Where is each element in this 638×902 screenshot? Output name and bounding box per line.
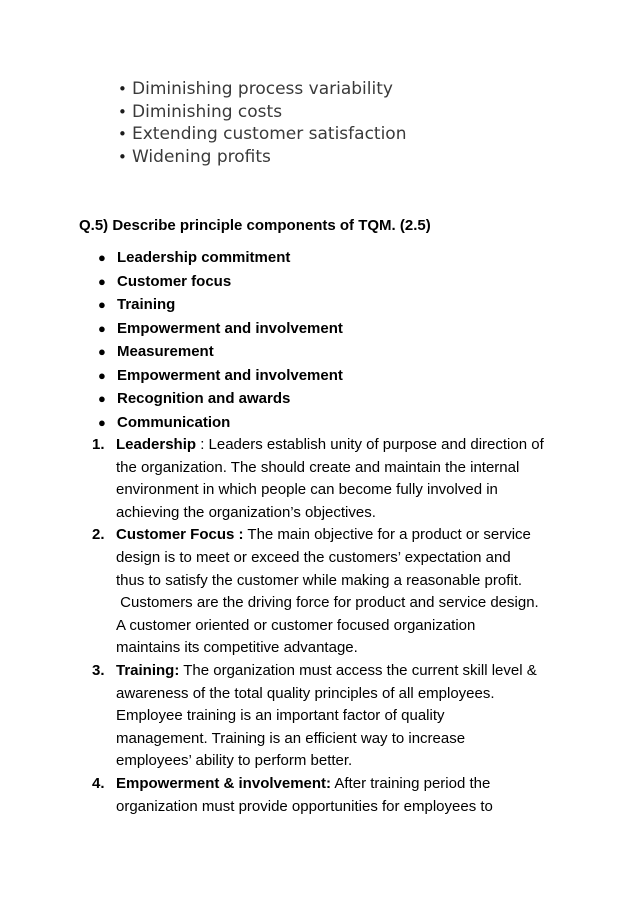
paragraph-line: management. Training is an efficient way to increase (116, 729, 466, 747)
item-number: 2. (92, 526, 105, 544)
detail-item-customer-focus (92, 524, 568, 660)
item-title: Leadership (116, 436, 197, 453)
list-item (98, 340, 343, 364)
paragraph-line: environment in which people can become fully involved in (116, 481, 498, 499)
components-list (98, 246, 343, 434)
bullet-icon: • (118, 147, 127, 166)
paragraph-line: organization must provide opportunities for employees to (116, 797, 493, 815)
list-item-text: Training (117, 296, 176, 313)
detail-item-leadership (92, 434, 568, 524)
paragraph-line: Customers are the driving force for product and service design. (116, 594, 539, 612)
list-item-text: Diminishing costs (132, 101, 283, 122)
paragraph-line: the organization. The should create and maintain the internal (116, 458, 520, 476)
bullet-icon: ● (98, 273, 106, 289)
bullet-icon: ● (98, 250, 106, 265)
paragraph-line: employees’ ability to perform better. (116, 752, 353, 770)
item-title: Training: (116, 661, 180, 679)
paragraph-line: awareness of the total quality principles of all employees. (116, 684, 495, 702)
list-item-text: Leadership commitment (117, 249, 291, 266)
bullet-icon: ● (98, 297, 106, 312)
list-item (118, 78, 406, 101)
list-item-text: Measurement (117, 343, 214, 360)
detail-item-empowerment (92, 773, 568, 818)
list-item (98, 246, 343, 270)
paragraph-line: A customer oriented or customer focused organization (116, 616, 476, 634)
list-item (98, 411, 343, 435)
item-number: 4. (92, 774, 105, 792)
bullet-icon: ● (98, 414, 106, 430)
list-item-text: Empowerment and involvement (117, 319, 343, 337)
paragraph-line: thus to satisfy the customer while making a reasonable profit. (116, 571, 523, 589)
list-item-text: Customer focus (117, 272, 232, 290)
bullet-icon: ● (98, 391, 106, 406)
paragraph-line: achieving the organization’s objectives. (116, 503, 376, 521)
paragraph-line: design is to meet or exceed the customers’ expectation and (116, 548, 511, 566)
question-heading: Q.5) Describe principle components of TQM. (2.5) (79, 217, 431, 234)
bullet-icon: ● (98, 344, 106, 359)
list-item (98, 317, 343, 341)
paragraph-line: Employee training is an important factor of quality (116, 707, 445, 725)
paragraph-text: : Leaders establish unity of purpose and direction of (196, 436, 544, 453)
paragraph-text: The main objective for a product or service (243, 526, 531, 544)
list-item-text: Extending customer satisfaction (132, 124, 407, 144)
bullet-icon: • (118, 102, 127, 121)
list-item (118, 146, 406, 169)
bullet-icon: • (118, 125, 127, 143)
list-item (98, 270, 343, 294)
list-item (98, 293, 343, 317)
list-item-text: Empowerment and involvement (117, 366, 343, 384)
paragraph-text: After training period the (331, 774, 491, 792)
list-item-text: Communication (117, 413, 231, 431)
item-title: Customer Focus : (116, 526, 244, 544)
benefits-list (118, 78, 406, 168)
bullet-icon: • (118, 80, 127, 98)
item-number: 1. (92, 436, 105, 453)
paragraph-line (116, 660, 568, 683)
bullet-icon: ● (98, 367, 106, 383)
paragraph-line: maintains its competitive advantage. (116, 639, 358, 657)
paragraph-line (116, 434, 568, 457)
bullet-icon: ● (98, 320, 106, 336)
list-item-text: Widening profits (132, 146, 271, 167)
list-item (118, 123, 406, 146)
list-item-text: Diminishing process variability (132, 79, 393, 99)
list-item (98, 364, 343, 388)
item-number: 3. (92, 661, 105, 679)
detail-item-training (92, 660, 568, 773)
paragraph-text: The organization must access the current skill level & (179, 661, 537, 679)
list-item (98, 387, 343, 411)
item-title: Empowerment & involvement: (116, 774, 332, 792)
list-item-text: Recognition and awards (117, 390, 291, 407)
paragraph-line (116, 524, 568, 547)
paragraph-line (116, 773, 568, 796)
list-item (118, 101, 406, 124)
component-details-list (92, 434, 568, 818)
